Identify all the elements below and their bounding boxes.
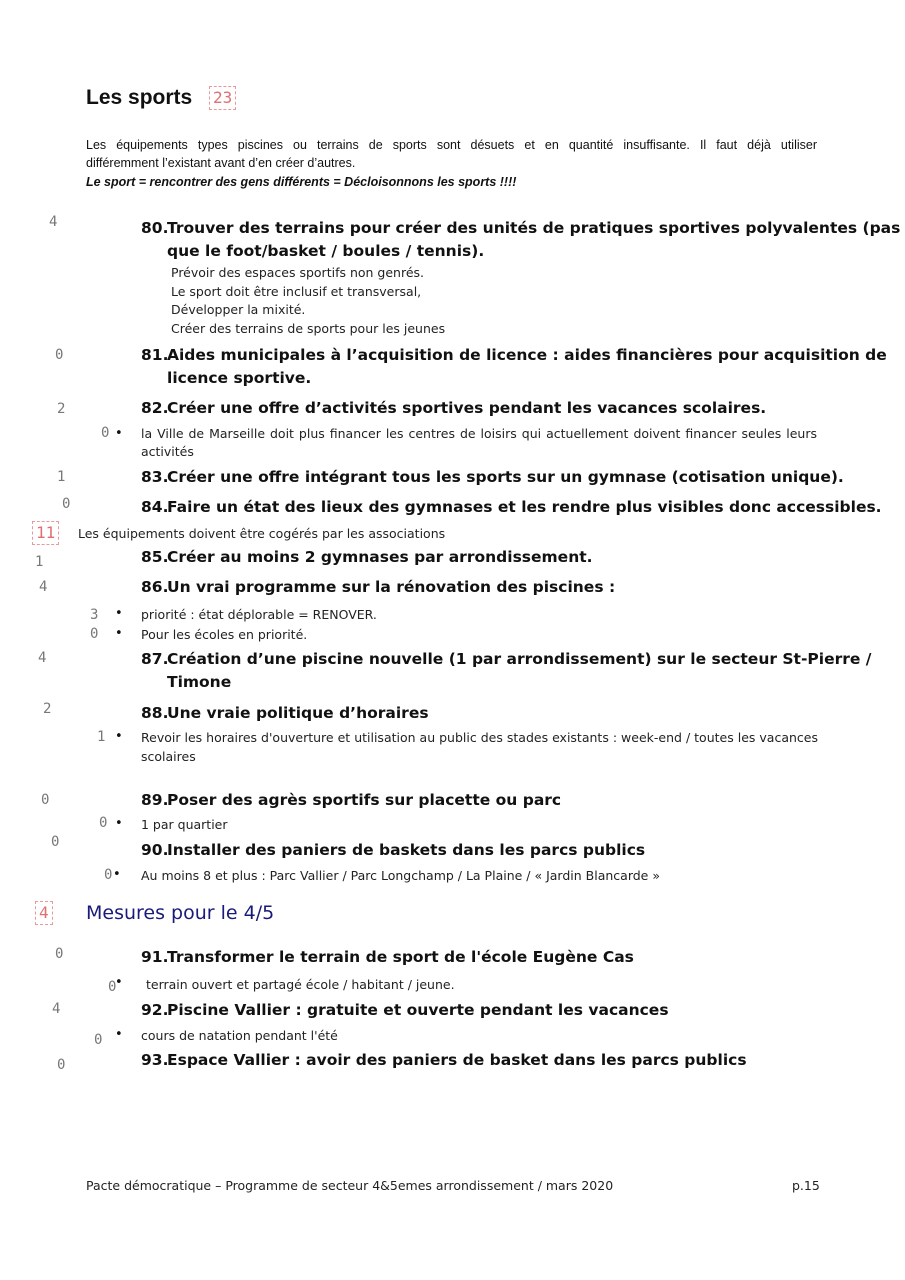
measure-number: 92. (141, 1001, 169, 1019)
measure-title-line1: Créer une offre d’activités sportives pendant les vacances scolaires. (167, 399, 767, 417)
measure-80-detail-2: Le sport doit être inclusif et transversal, (171, 284, 422, 299)
measure-title-line1: Faire un état des lieux des gymnases et les rendre plus visibles donc accessibles. (167, 498, 882, 516)
measure-title-line1: Poser des agrès sportifs sur placette ou parc (167, 791, 562, 809)
measure-86-detail-1: priorité : état déplorable = RENOVER. (141, 607, 377, 622)
measure-title-line1: Créer au moins 2 gymnases par arrondissement. (167, 548, 593, 566)
measure-90 (141, 839, 645, 862)
vote-count: 0 (99, 815, 108, 831)
measure-85 (141, 546, 593, 569)
measure-number: 85. (141, 548, 169, 566)
intro-line-2: différemment l’existant avant d’en créer d’autres. (86, 156, 356, 170)
bullet-icon: • (115, 606, 123, 621)
vote-count: 0 (104, 867, 113, 883)
measure-80-detail-4: Créer des terrains de sports pour les jeunes (171, 321, 446, 336)
measure-title-line1: Un vrai programme sur la rénovation des piscines : (167, 578, 616, 596)
measure-number: 93. (141, 1051, 169, 1069)
bullet-icon: • (115, 626, 123, 641)
vote-count: 4 (49, 214, 58, 230)
measure-92 (141, 999, 669, 1022)
measure-92-detail: cours de natation pendant l'été (141, 1028, 338, 1043)
vote-count: 0 (51, 834, 60, 850)
measure-title-line1: Trouver des terrains pour créer des unités de pratiques sportives polyvalentes (pas (167, 219, 901, 237)
measure-title-line1: Espace Vallier : avoir des paniers de basket dans les parcs publics (167, 1051, 747, 1069)
bullet-icon: • (115, 729, 123, 744)
measure-81 (141, 344, 887, 390)
measure-80-detail-1: Prévoir des espaces sportifs non genrés. (171, 265, 425, 280)
measure-87 (141, 648, 871, 694)
measure-number: 83. (141, 468, 169, 486)
measure-82 (141, 397, 766, 420)
measure-title-line1: Créer une offre intégrant tous les sports sur un gymnase (cotisation unique). (167, 468, 844, 486)
note-count-badge: 11 (32, 521, 59, 545)
measure-title-line1: Création d’une piscine nouvelle (1 par arrondissement) sur le secteur St-Pierre / (167, 650, 872, 668)
measure-number: 82. (141, 399, 169, 417)
measure-title-line1: Transformer le terrain de sport de l'école Eugène Cas (167, 948, 634, 966)
bullet-icon: • (115, 426, 123, 441)
measure-82-detail-line2: activités (141, 444, 194, 459)
measure-83 (141, 466, 844, 489)
bullet-icon: • (115, 1027, 123, 1042)
measure-number: 89. (141, 791, 169, 809)
title-count-badge: 23 (209, 86, 236, 110)
measure-89 (141, 789, 561, 812)
bullet-icon: • (113, 867, 121, 882)
measure-93 (141, 1049, 747, 1072)
measure-86-detail-2: Pour les écoles en priorité. (141, 627, 308, 642)
measure-82-detail-line1: la Ville de Marseille doit plus financer les centres de loisirs qui actuellement doivent financer seules leurs (141, 426, 817, 441)
measure-80 (141, 217, 900, 263)
measure-89-detail: 1 par quartier (141, 817, 228, 832)
vote-count: 2 (57, 401, 66, 417)
measure-number: 90. (141, 841, 169, 859)
bullet-icon: • (115, 975, 123, 990)
measure-84 (141, 496, 882, 519)
measure-88 (141, 702, 429, 725)
measure-80-detail-3: Développer la mixité. (171, 302, 306, 317)
intro-line-1: Les équipements types piscines ou terrains de sports sont désuets et en quantité insuffisante. Il faut déjà utiliser (86, 138, 817, 152)
measure-91-detail: terrain ouvert et partagé école / habitant / jeune. (146, 977, 455, 992)
measure-number: 84. (141, 498, 169, 516)
vote-count: 4 (52, 1001, 61, 1017)
measure-91 (141, 946, 634, 969)
vote-count: 4 (38, 650, 47, 666)
vote-count: 0 (101, 425, 110, 441)
vote-count: 0 (57, 1057, 66, 1073)
vote-count: 1 (57, 469, 66, 485)
vote-count: 3 (90, 607, 99, 623)
measure-88-detail-line1: Revoir les horaires d'ouverture et utilisation au public des stades existants : week-end / toutes les vacances (141, 730, 818, 745)
vote-count: 0 (62, 496, 71, 512)
page-number: p.15 (792, 1178, 820, 1193)
measure-title-line1: Aides municipales à l’acquisition de licence : aides financières pour acquisition de (167, 346, 887, 364)
vote-count: 0 (90, 626, 99, 642)
vote-count: 1 (35, 554, 44, 570)
measure-number: 91. (141, 948, 169, 966)
measure-number: 87. (141, 650, 169, 668)
measure-number: 86. (141, 578, 169, 596)
vote-count: 0 (55, 347, 64, 363)
vote-count: 0 (41, 792, 50, 808)
vote-count: 0 (94, 1032, 103, 1048)
measure-number: 88. (141, 704, 169, 722)
measure-title-line2: que le foot/basket / boules / tennis). (167, 242, 485, 260)
measure-title-line1: Piscine Vallier : gratuite et ouverte pendant les vacances (167, 1001, 669, 1019)
measure-title-line1: Une vraie politique d’horaires (167, 704, 429, 722)
vote-count: 0 (108, 979, 117, 995)
bullet-icon: • (115, 816, 123, 831)
section-count-badge: 4 (35, 901, 53, 925)
page-title: Les sports (86, 86, 193, 109)
measure-title-line2: licence sportive. (167, 369, 312, 387)
measure-number: 80. (141, 219, 169, 237)
measure-86 (141, 576, 615, 599)
measure-title-line1: Installer des paniers de baskets dans les parcs publics (167, 841, 646, 859)
measure-number: 81. (141, 346, 169, 364)
intro-slogan: Le sport = rencontrer des gens différents = Décloisonnons les sports !!!! (86, 175, 517, 189)
measure-title-line2: Timone (167, 673, 232, 691)
vote-count: 1 (97, 729, 106, 745)
measure-90-detail: Au moins 8 et plus : Parc Vallier / Parc Longchamp / La Plaine / « Jardin Blancarde » (141, 868, 660, 883)
footer-left: Pacte démocratique – Programme de secteur 4&5emes arrondissement / mars 2020 (86, 1178, 614, 1193)
measure-84-note: Les équipements doivent être cogérés par les associations (78, 526, 446, 541)
section-heading: Mesures pour le 4/5 (86, 902, 275, 924)
vote-count: 0 (55, 946, 64, 962)
measure-88-detail-line2: scolaires (141, 749, 196, 764)
vote-count: 4 (39, 579, 48, 595)
vote-count: 2 (43, 701, 52, 717)
